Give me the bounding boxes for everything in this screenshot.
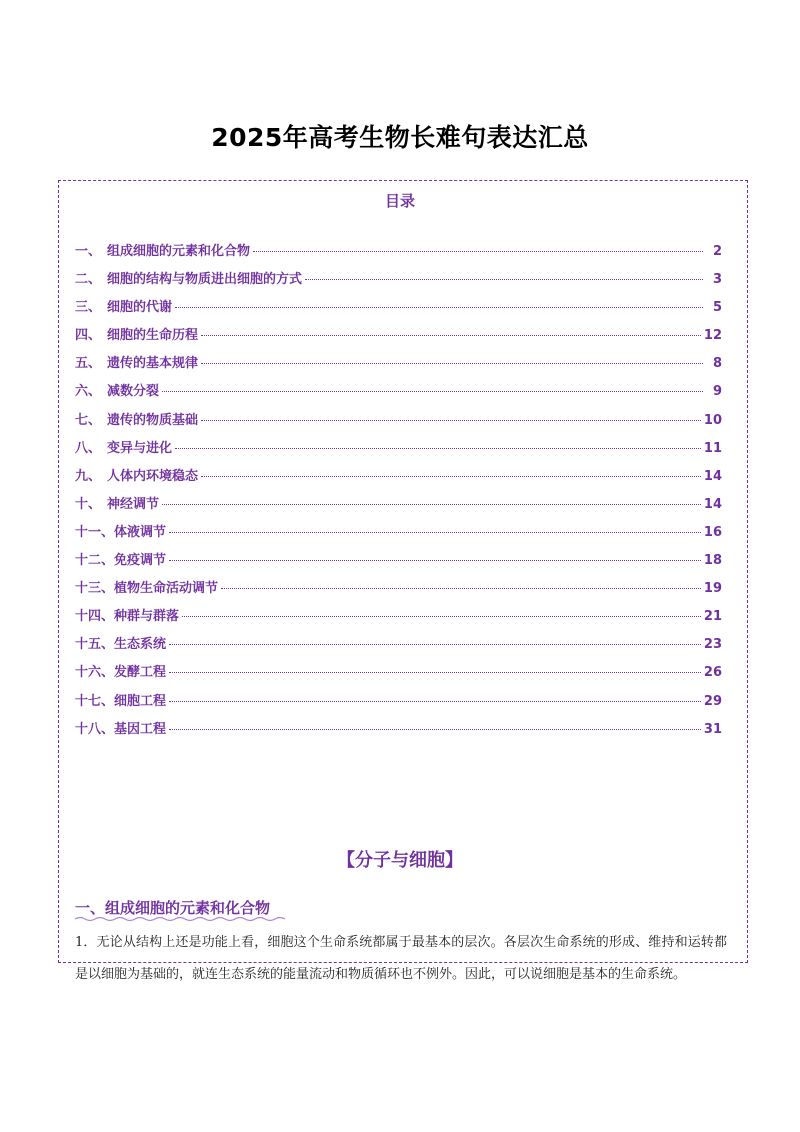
- toc-entry[interactable]: [75, 268, 722, 296]
- toc-entry-page: 12: [703, 328, 722, 344]
- toc-entry-label: 遗传的物质基础: [107, 412, 199, 428]
- toc-dot-leader: [169, 644, 701, 645]
- toc-entry-page: 8: [712, 356, 722, 372]
- toc-entry-page: 10: [703, 412, 722, 428]
- toc-entry-label: 变异与进化: [107, 440, 173, 456]
- toc-entry[interactable]: [75, 718, 722, 746]
- toc-entry[interactable]: [75, 352, 722, 380]
- toc-entry-number: 九、: [75, 468, 102, 484]
- toc-dot-leader: [169, 729, 701, 730]
- toc-entry-number: 十五、: [75, 637, 115, 653]
- toc-entry-label: 细胞工程: [114, 693, 167, 709]
- toc-dot-leader: [201, 335, 701, 336]
- toc-entry-label: 人体内环境稳态: [107, 468, 199, 484]
- toc-entry[interactable]: [75, 240, 722, 268]
- toc-entry[interactable]: [75, 633, 722, 661]
- toc-dot-leader: [221, 588, 701, 589]
- toc-entry-label: 免疫调节: [114, 553, 167, 569]
- toc-list: [75, 240, 722, 746]
- toc-dot-leader: [162, 504, 701, 505]
- toc-entry-page: 19: [703, 581, 722, 597]
- toc-entry-page: 5: [712, 300, 722, 316]
- toc-entry-page: 2: [712, 244, 722, 259]
- toc-entry-label: 细胞的结构与物质进出细胞的方式: [107, 272, 303, 288]
- toc-dot-leader: [162, 391, 703, 392]
- toc-entry-page: 11: [703, 440, 722, 456]
- toc-entry-number: 七、: [75, 412, 102, 428]
- toc-entry-label: 神经调节: [107, 496, 160, 512]
- toc-entry-number: 十八、: [75, 721, 115, 737]
- toc-entry[interactable]: [75, 690, 722, 718]
- chapter-heading: 一、组成细胞的元素和化合物: [75, 899, 271, 917]
- toc-entry[interactable]: [75, 521, 722, 549]
- toc-entry-page: 3: [712, 272, 722, 288]
- toc-entry-page: 16: [703, 524, 722, 540]
- toc-entry[interactable]: [75, 605, 722, 633]
- toc-entry-label: 基因工程: [114, 721, 167, 737]
- toc-entry-number: 十、: [75, 496, 102, 512]
- toc-entry-label: 发酵工程: [114, 665, 167, 681]
- toc-dot-leader: [169, 672, 701, 673]
- toc-entry[interactable]: [75, 437, 722, 465]
- toc-dot-leader: [169, 532, 701, 533]
- toc-entry-page: 26: [703, 665, 722, 681]
- toc-entry-number: 十四、: [75, 609, 115, 625]
- toc-dot-leader: [169, 701, 701, 702]
- document-title: 2025年高考生物长难句表达汇总: [211, 123, 589, 152]
- toc-dot-leader: [175, 307, 703, 308]
- toc-entry-number: 四、: [75, 328, 102, 344]
- toc-entry-page: 18: [703, 553, 722, 569]
- toc-dot-leader: [175, 448, 701, 449]
- toc-entry-page: 9: [712, 384, 722, 400]
- toc-dot-leader: [305, 279, 703, 280]
- toc-entry-number: 十三、: [75, 581, 115, 597]
- toc-entry-number: 八、: [75, 440, 102, 456]
- toc-entry-label: 生态系统: [114, 637, 167, 653]
- toc-entry[interactable]: [75, 380, 722, 408]
- body-paragraph: 1．无论从结构上还是功能上看，细胞这个生命系统都属于最基本的层次。各层次生命系统的形成、维持和运转都是以细胞为基础的，就连生态系统的能量流动和物质循环也不例外。因此，可以说细胞是基本的生命系统。: [75, 935, 727, 982]
- toc-entry-number: 二、: [75, 272, 102, 288]
- toc-entry-page: 31: [703, 721, 722, 737]
- toc-dot-leader: [201, 420, 701, 421]
- toc-dot-leader: [253, 251, 703, 252]
- toc-entry-number: 五、: [75, 356, 102, 372]
- toc-entry-page: 21: [703, 609, 722, 625]
- toc-entry-label: 植物生命活动调节: [114, 581, 219, 597]
- toc-entry[interactable]: [75, 324, 722, 352]
- toc-entry-page: 14: [703, 496, 722, 512]
- toc-entry-label: 种群与群落: [114, 609, 180, 625]
- toc-dot-leader: [201, 476, 701, 477]
- toc-entry-page: 14: [703, 468, 722, 484]
- toc-entry-page: 23: [703, 637, 722, 653]
- toc-entry-label: 细胞的生命历程: [107, 328, 199, 344]
- toc-entry-number: 六、: [75, 384, 102, 400]
- toc-dot-leader: [201, 363, 703, 364]
- toc-entry-label: 遗传的基本规律: [107, 356, 199, 372]
- wavy-underline: [75, 916, 285, 922]
- section-banner: 【分子与细胞】: [337, 850, 463, 871]
- toc-entry[interactable]: [75, 409, 722, 437]
- toc-entry-label: 减数分裂: [107, 384, 160, 400]
- toc-dot-leader: [169, 560, 701, 561]
- toc-entry-number: 一、: [75, 244, 102, 259]
- toc-entry-number: 十六、: [75, 665, 115, 681]
- toc-entry[interactable]: [75, 296, 722, 324]
- toc-entry-label: 组成细胞的元素和化合物: [107, 244, 251, 259]
- toc-entry[interactable]: [75, 577, 722, 605]
- toc-heading: 目录: [384, 192, 415, 210]
- toc-entry[interactable]: [75, 465, 722, 493]
- toc-entry-number: 十二、: [75, 553, 115, 569]
- toc-entry[interactable]: [75, 493, 722, 521]
- toc-entry-label: 体液调节: [114, 524, 167, 540]
- toc-entry[interactable]: [75, 549, 722, 577]
- toc-entry-label: 细胞的代谢: [107, 300, 173, 316]
- toc-dot-leader: [182, 616, 701, 617]
- toc-entry-number: 十七、: [75, 693, 115, 709]
- toc-entry-page: 29: [703, 693, 722, 709]
- toc-entry[interactable]: [75, 661, 722, 689]
- toc-entry-number: 十一、: [75, 524, 115, 540]
- toc-entry-number: 三、: [75, 300, 102, 316]
